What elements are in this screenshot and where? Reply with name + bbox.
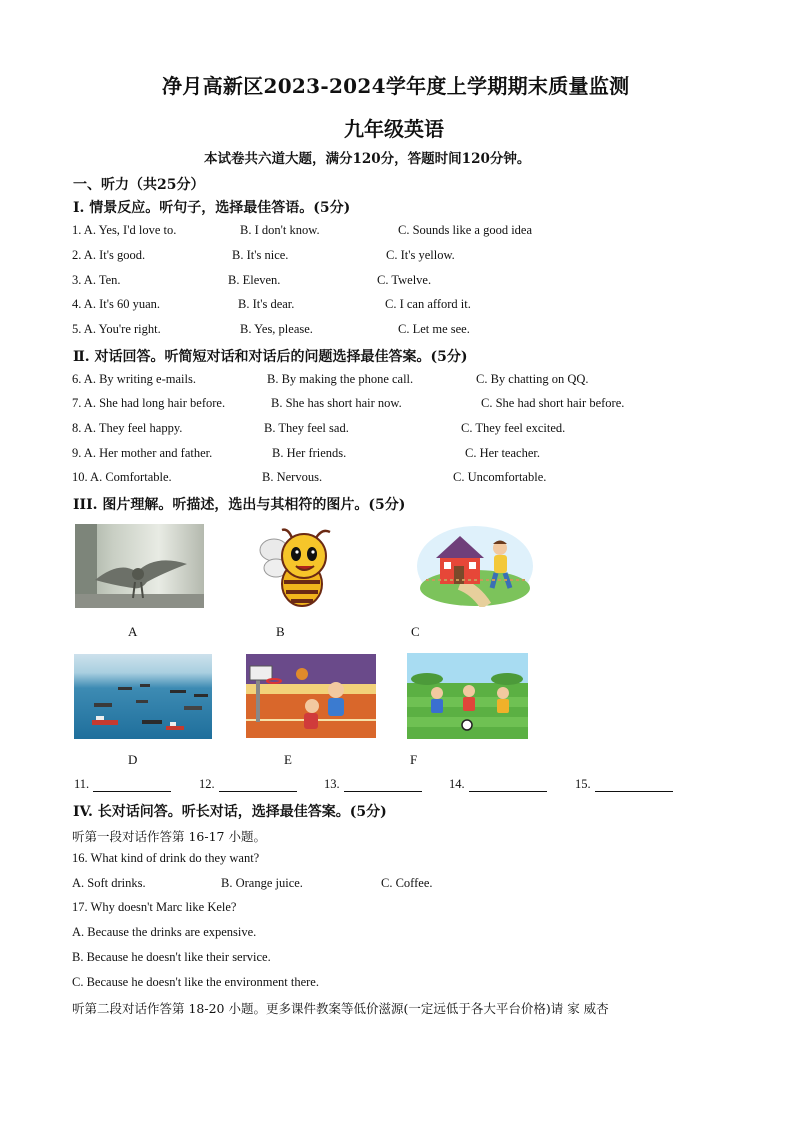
- picture-f-football: [407, 653, 528, 739]
- part-listening-heading: 一、听力（共25分）: [73, 177, 205, 193]
- picture-e-label: E: [284, 752, 292, 767]
- q6-option-b: B. By making the phone call.: [267, 372, 414, 386]
- page-subtitle: 九年级英语: [344, 117, 444, 141]
- q6-option-c: C. By chatting on QQ.: [476, 372, 589, 386]
- q7-option-b: B. She has short hair now.: [271, 396, 402, 410]
- q17-option-a: A. Because the drinks are expensive.: [72, 925, 257, 939]
- q3-option-b: B. Eleven.: [228, 273, 281, 287]
- picture-d-ships: [74, 654, 212, 739]
- blank-13-number: 13.: [324, 777, 340, 791]
- q3-option-a: 3. A. Ten.: [72, 273, 121, 287]
- exam-info: 本试卷共六道大题，满分120分，答题时间120分钟。: [204, 151, 531, 167]
- q5-option-b: B. Yes, please.: [240, 322, 313, 336]
- q17-text: 17. Why doesn't Marc like Kele?: [72, 900, 237, 914]
- answer-blank-14[interactable]: [449, 777, 547, 792]
- blank-12-number: 12.: [199, 777, 215, 791]
- picture-a-bird: [75, 524, 204, 608]
- blank-15-line[interactable]: [595, 779, 673, 792]
- picture-b-label: B: [276, 624, 285, 639]
- page-title: 净月高新区2023-2024学年度上学期期末质量监测: [162, 74, 630, 98]
- q1-option-b: B. I don't know.: [240, 223, 320, 237]
- q4-option-b: B. It's dear.: [238, 297, 295, 311]
- dialogue1-intro: 听第一段对话作答第 16-17 小题。: [72, 829, 266, 844]
- q8-option-b: B. They feel sad.: [264, 421, 349, 435]
- blank-14-number: 14.: [449, 777, 465, 791]
- q3-option-c: C. Twelve.: [377, 273, 432, 287]
- q2-option-c: C. It's yellow.: [386, 248, 455, 262]
- q1-option-a: 1. A. Yes, I'd love to.: [72, 223, 177, 237]
- q7-option-c: C. She had short hair before.: [481, 396, 625, 410]
- picture-c-label: C: [411, 624, 420, 639]
- blank-11-number: 11.: [74, 777, 90, 791]
- q4-option-a: 4. A. It's 60 yuan.: [72, 297, 161, 311]
- q16-option-c: C. Coffee.: [381, 876, 433, 890]
- q4-option-c: C. I can afford it.: [385, 297, 471, 311]
- q5-option-c: C. Let me see.: [398, 322, 470, 336]
- q2-option-a: 2. A. It's good.: [72, 248, 146, 262]
- q9-option-c: C. Her teacher.: [465, 446, 540, 460]
- q10-option-b: B. Nervous.: [262, 470, 323, 484]
- q5-option-a: 5. A. You're right.: [72, 322, 161, 336]
- blank-14-line[interactable]: [469, 779, 547, 792]
- picture-d-label: D: [128, 752, 138, 767]
- section2-heading: Ⅱ. 对话回答。听简短对话和对话后的问题选择最佳答案。(5分): [73, 349, 468, 365]
- q2-option-b: B. It's nice.: [232, 248, 289, 262]
- q1-option-c: C. Sounds like a good idea: [398, 223, 533, 237]
- picture-b-bee: [258, 524, 346, 611]
- q8-option-c: C. They feel excited.: [461, 421, 566, 435]
- q10-option-a: 10. A. Comfortable.: [72, 470, 172, 484]
- picture-a-label: A: [128, 624, 138, 639]
- q16-option-b: B. Orange juice.: [221, 876, 303, 890]
- q7-option-a: 7. A. She had long hair before.: [72, 396, 226, 410]
- section3-heading: III. 图片理解。听描述，选出与其相符的图片。(5分): [73, 497, 406, 513]
- q10-option-c: C. Uncomfortable.: [453, 470, 547, 484]
- blank-15-number: 15.: [575, 777, 591, 791]
- section1-heading: I. 情景反应。听句子，选择最佳答语。(5分): [73, 200, 351, 216]
- q17-option-b: B. Because he doesn't like their service.: [72, 950, 271, 964]
- q16-text: 16. What kind of drink do they want?: [72, 851, 260, 865]
- blank-13-line[interactable]: [344, 779, 422, 792]
- picture-e-basketball: [246, 654, 376, 738]
- q9-option-a: 9. A. Her mother and father.: [72, 446, 213, 460]
- picture-f-label: F: [410, 752, 418, 767]
- blank-11-line[interactable]: [93, 779, 171, 792]
- q6-option-a: 6. A. By writing e-mails.: [72, 372, 196, 386]
- section4-heading: IV. 长对话问答。听长对话，选择最佳答案。(5分): [73, 804, 387, 820]
- q9-option-b: B. Her friends.: [272, 446, 347, 460]
- q8-option-a: 8. A. They feel happy.: [72, 421, 183, 435]
- q17-option-c: C. Because he doesn't like the environment there.: [72, 975, 319, 989]
- dialogue2-intro: 听第二段对话作答第 18-20 小题。更多课件教案等低价滋源(一定远低于各大平台价格)请 家 威杏: [72, 1001, 609, 1016]
- answer-blank-15[interactable]: [575, 777, 673, 792]
- answer-blank-11[interactable]: [74, 777, 171, 792]
- picture-c-house: [416, 522, 534, 607]
- blank-12-line[interactable]: [219, 779, 297, 792]
- answer-blank-12[interactable]: [199, 777, 297, 792]
- answer-blank-13[interactable]: [324, 777, 422, 792]
- q16-option-a: A. Soft drinks.: [72, 876, 146, 890]
